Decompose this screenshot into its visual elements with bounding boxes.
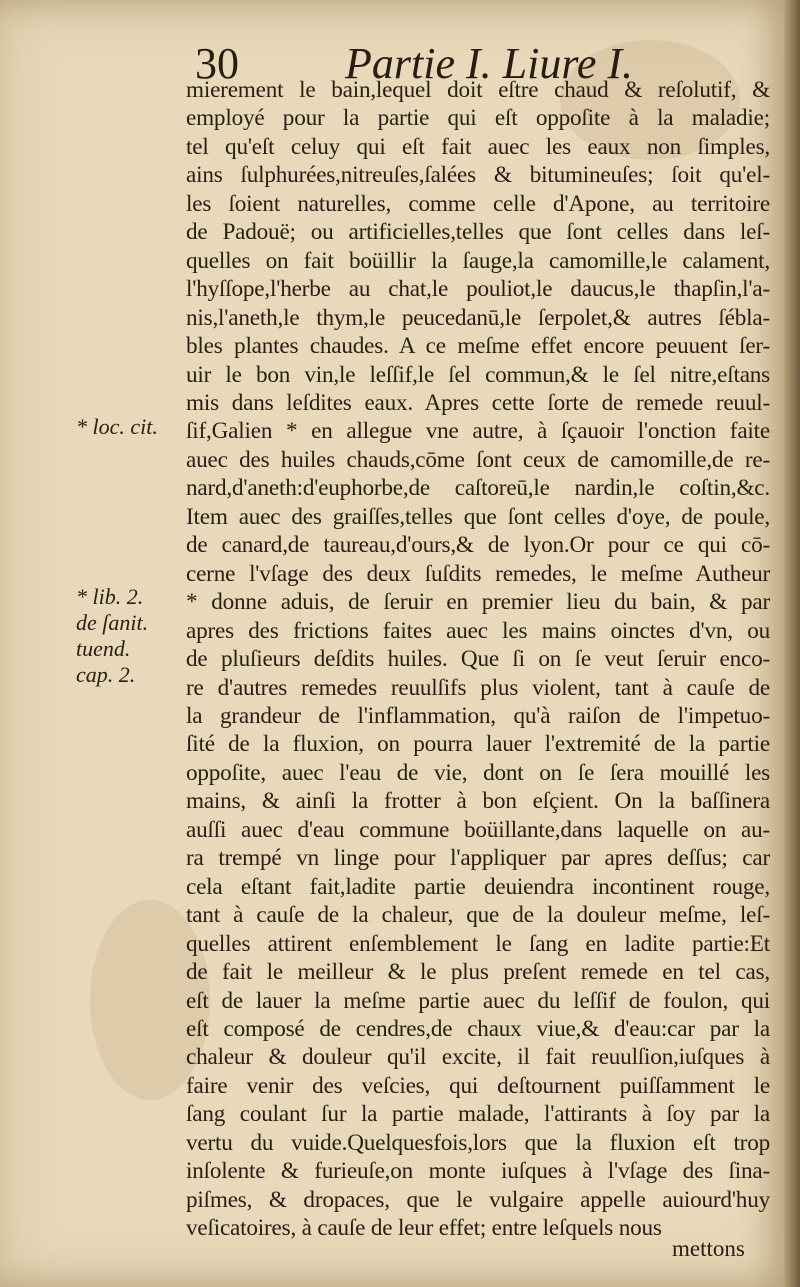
text-line: piſmes, & dropaces, que le vulgaire appelle auiourd'huy [186, 1186, 770, 1213]
text-line: ſang coulant ſur la partie malade, l'attirants à ſoy par la [186, 1101, 770, 1128]
text-line: inſolente & furieuſe,on monte iuſques à l'vſage des ſina- [186, 1158, 770, 1185]
text-line: mierement le bain,lequel doit eſtre chaud & reſolutif, & [186, 77, 770, 103]
text-line: mis dans leſdites eaux. Apres cette ſorte de remede reuul- [186, 389, 770, 416]
text-line: ſité de la fluxion, on pourra lauer l'extremité de la partie [186, 731, 770, 758]
marginal-note-loc-cit [76, 414, 186, 440]
text-line: tel qu'eſt celuy qui eſt fait auec les eaux non ſimples, [186, 133, 770, 160]
text-line: de fait le meilleur & le plus preſent remede en tel cas, [186, 959, 770, 986]
text-line: nard,d'aneth:d'euphorbe,de caſtoreū,le nardin,le coſtin,&c. [186, 475, 770, 502]
text-line: mains, & ainſi la frotter à bon eſçient. On la baſſinera [186, 788, 770, 815]
text-line: nis,l'aneth,le thym,le peucedanū,le ſerpolet,& autres ſébla- [186, 304, 770, 331]
text-line: Item auec des graiſſes,telles que ſont celles d'oye, de poule, [186, 503, 770, 530]
marginal-note-line: cap. 2. [76, 662, 136, 687]
page-number: 30 [195, 39, 239, 88]
text-line: la grandeur de l'inflammation, qu'à raiſon de l'impetuo- [186, 702, 770, 729]
text-line: l'hyſſope,l'herbe au chat,le pouliot,le daucus,le thapſin,l'a- [186, 276, 770, 303]
text-line: ſif,Galien * en allegue vne autre, à ſçauoir l'onction faite [186, 418, 770, 445]
text-line: ra trempé vn linge pour l'appliquer par apres deſſus; car [186, 845, 770, 872]
text-line: eſt de lauer la meſme partie auec du leſſif de foulon, qui [186, 987, 770, 1014]
text-line: auec des huiles chauds,cōme ſont ceux de camomille,de re- [186, 446, 770, 473]
marginal-note-line: * lib. 2. [76, 584, 144, 609]
text-line: cela eſtant fait,ladite partie deuiendra incontinent rouge, [186, 873, 770, 900]
text-line: uir le bon vin,le leſſif,le ſel commun,& le ſel nitre,eſtans [186, 361, 770, 388]
text-line: apres des frictions faites auec les mains oinctes d'vn, ou [186, 617, 770, 644]
text-line: veſicatoires, à cauſe de leur effet; entre leſquels nous [186, 1215, 662, 1242]
text-line: auſſi auec d'eau commune boüillante,dans laquelle on au- [186, 816, 770, 843]
text-line: oppoſite, auec l'eau de vie, dont on ſe ſera mouillé les [186, 759, 770, 786]
text-line: faire venir des veſcies, qui deſtournent puiſſamment le [186, 1072, 770, 1099]
text-line: les ſoient naturelles, comme celle d'Apone, au territoire [186, 190, 770, 217]
text-line: de canard,de taureau,d'ours,& de lyon.Or pour ce qui cō- [186, 532, 770, 559]
running-title: Partie I. Liure I. [345, 39, 633, 88]
text-line: de Padouë; ou artificielles,telles que ſont celles dans leſ- [186, 219, 770, 246]
marginal-note-line: de ſanit. [76, 610, 149, 635]
text-line: quelles on fait boüillir la ſauge,la camomille,le calament, [186, 247, 770, 274]
marginal-note-lib-sanit [76, 584, 186, 688]
text-line: ains ſulphurées,nitreuſes,ſalées & bitumineuſes; ſoit qu'el- [186, 162, 770, 189]
marginal-note-line: tuend. [76, 636, 131, 661]
catchword: mettons [672, 1236, 745, 1261]
text-line: vertu du vuide.Quelquesfois,lors que la fluxion eſt trop [186, 1129, 770, 1156]
text-line: de pluſieurs deſdits huiles. Que ſi on ſe veut ſeruir enco- [186, 646, 770, 673]
body-text [186, 76, 770, 1243]
text-line: re d'autres remedes reuulſifs plus violent, tant à cauſe de [186, 674, 770, 701]
text-line: tant à cauſe de la chaleur, que de la douleur meſme, leſ- [186, 902, 770, 929]
text-line: * donne aduis, de ſeruir en premier lieu du bain, & par [186, 589, 770, 616]
text-line: bles plantes chaudes. A ce meſme effet encore peuuent ſer- [186, 333, 770, 360]
text-line: eſt composé de cendres,de chaux viue,& d'eau:car par la [186, 1015, 770, 1042]
text-line: employé pour la partie qui eſt oppoſite à la maladie; [186, 105, 770, 132]
page-edge [784, 0, 800, 1287]
text-line: cerne l'vſage des deux ſuſdits remedes, le meſme Autheur [186, 560, 770, 587]
text-line: quelles attirent enſemblement le ſang en ladite partie:Et [186, 930, 770, 957]
text-line: chaleur & douleur qu'il excite, il fait reuulſion,iuſques à [186, 1044, 770, 1071]
marginal-note-line: * loc. cit. [76, 414, 158, 439]
